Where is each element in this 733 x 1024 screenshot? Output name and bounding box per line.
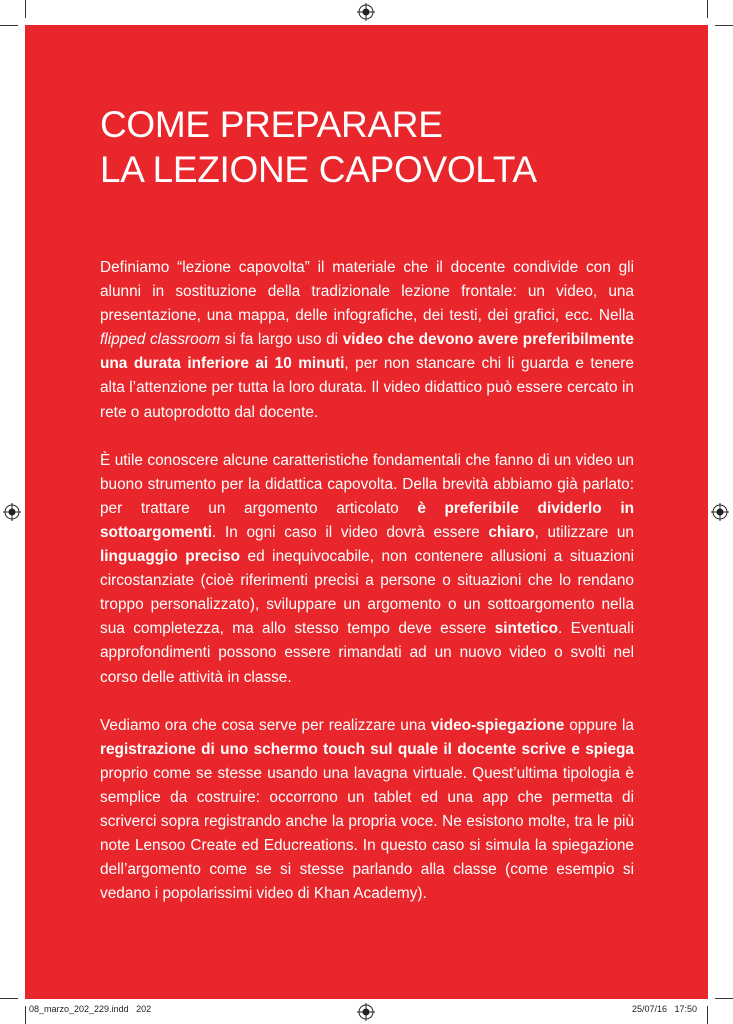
paragraph-2-text-d: ed inequivocabile, non contenere allusioni a situazioni circostanziate (cioè riferimenti precisi a persone o situazioni che lo rendano troppo personalizzato), sviluppare un argomento o un sottoargomento nella sua completezza, ma allo stesso tempo deve essere [100, 548, 634, 638]
page-title-line-2: LA LEZIONE CAPOVOLTA [100, 149, 537, 190]
registration-mark-icon [357, 3, 375, 21]
paragraph-1-text-a: Definiamo “lezione capovolta” il materiale che il docente condivide con gli alunni in sostituzione della tradizionale lezione frontale: un video, una presentazione, una mappa, delle infografiche, dei testi, dei grafici, ecc. Nella [100, 259, 634, 325]
paragraph-1 [100, 256, 634, 425]
registration-mark-icon [3, 503, 21, 521]
paragraph-2-text-c: , utilizzare un [534, 523, 634, 541]
footer-filename: 08_marzo_202_229.indd 202 [29, 1004, 152, 1014]
paragraph-2-bold-phrase-3: linguaggio preciso [100, 548, 241, 566]
paragraph-2-text-b: . In ogni caso il video dovrà essere [212, 523, 489, 541]
paragraph-1-text-c: , per non stancare chi li guarda e tenere alta l’attenzione per tutta la loro durata. Il video didattico può essere cercato in rete o autoprodotto dal docente. [100, 355, 634, 421]
paragraph-2-bold-phrase-1: è preferibile dividerlo in sottoargomenti [100, 499, 634, 541]
crop-mark-right-bottom [715, 998, 733, 999]
paragraph-3-text-b: oppure la [564, 716, 634, 734]
paragraph-1-text-b: si fa largo uso di [220, 331, 343, 349]
crop-mark-left-bottom [0, 998, 18, 999]
crop-mark-right-top [715, 25, 733, 26]
page-title [100, 102, 660, 192]
paragraph-3-text-c: proprio come se stesse usando una lavagna virtuale. Quest’ultima tipologia è semplice da costruire: occorrono un tablet ed una app che permetta di scriverci sopra registrando anche la propria voce. Ne esistono molte, tra le più note Lensoo Create ed Educreations. In questo caso si simula la spiegazione dell’argomento come se si stesse parlando alla classe (come esempio si vedano i popolarissimi video di Khan Academy). [100, 764, 634, 903]
paragraph-3-bold-phrase-1: video-spiegazione [430, 716, 565, 734]
paragraph-2-bold-phrase-4: sintetico [494, 620, 559, 638]
body-text [100, 256, 634, 930]
paragraph-3 [100, 714, 634, 907]
crop-mark-left-top [0, 25, 18, 26]
registration-mark-icon [711, 503, 729, 521]
paragraph-3-text-a: Vediamo ora che cosa serve per realizzare una [100, 716, 431, 734]
crop-mark-top-left [25, 0, 26, 18]
crop-mark-bottom-left [25, 1006, 26, 1024]
crop-mark-bottom-right [707, 1006, 708, 1024]
paragraph-2-text-a: È utile conoscere alcune caratteristiche fondamentali che fanno di un video un buono strumento per la didattica capovolta. Della brevità abbiamo già parlato: per trattare un argomento articolato [100, 451, 634, 517]
paragraph-3-bold-phrase-2: registrazione di uno schermo touch sul quale il docente scrive e spiega [100, 740, 634, 758]
footer-datetime: 25/07/16 17:50 [631, 1004, 697, 1014]
crop-mark-top-right [707, 0, 708, 18]
registration-mark-icon [357, 1003, 375, 1021]
page-title-line-1: COME PREPARARE [100, 104, 443, 145]
paragraph-1-italic-term: flipped classroom [100, 331, 221, 349]
paragraph-2 [100, 449, 634, 690]
paragraph-2-text-e: . Eventuali approfondimenti possono essere rimandati ad un nuovo video o svolti nel corso delle attività in classe. [100, 620, 634, 686]
paragraph-1-bold-phrase: video che devono avere preferibilmente una durata inferiore ai 10 minuti [100, 331, 634, 373]
paragraph-2-bold-phrase-2: chiaro [488, 523, 535, 541]
